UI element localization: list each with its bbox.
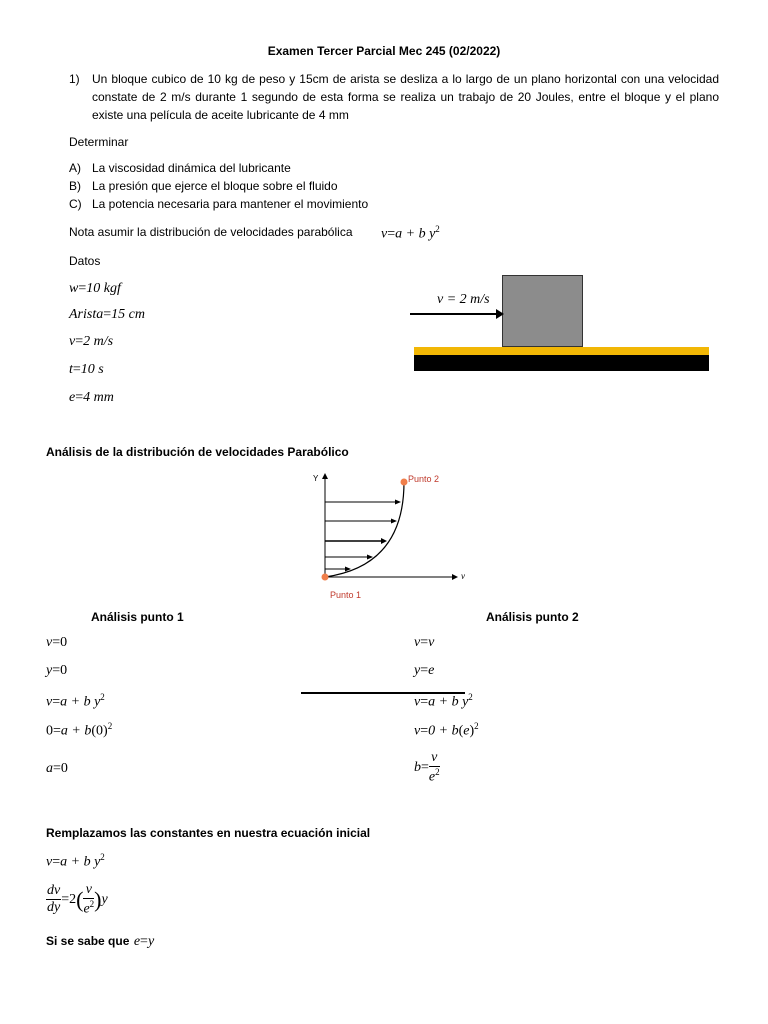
reemplazo-last-line: Si se sabe que e=y xyxy=(46,934,155,949)
velocity-parabola xyxy=(325,482,404,577)
item-text-a: La viscosidad dinámica del lubricante xyxy=(92,161,291,175)
analysis-heading: Análisis de la distribución de velocidades Parabólico xyxy=(46,445,349,459)
problem-statement: Un bloque cubico de 10 kg de peso y 15cm de arista se desliza a lo largo de un plano horizontal con una velocidad constate de 2 m/s durante 1 segundo de esta forma se realiza un trabajo de 20 Joules, entre el bloque y el plano existe una película de aceite lubricante de 4 mm xyxy=(92,72,719,122)
item-text-c: La potencia necesaria para mantener el movimiento xyxy=(92,197,369,211)
dato-v: v=2 m/s xyxy=(69,334,114,349)
reemplazo-heading: Remplazamos las constantes en nuestra ecuación inicial xyxy=(46,826,371,840)
point-2-marker xyxy=(401,479,408,486)
determinar-heading: Determinar xyxy=(69,135,129,149)
punto1-line4: $0=a + b(0)^2$ xyxy=(46,721,113,739)
punto2-line5: b= $\frac{v}{e^2}$ xyxy=(414,750,440,785)
y-axis-label: Y xyxy=(313,474,319,483)
point-2-label: Punto 2 xyxy=(408,474,440,484)
profile-arrowhead xyxy=(381,538,387,544)
punto2-line3: v=a + b $y^2$ xyxy=(414,692,473,710)
item-letter-b: B) xyxy=(69,179,81,193)
profile-arrowhead xyxy=(395,500,401,505)
reemplazo-eq1: v=a + b $y^2$ xyxy=(46,852,105,870)
item-letter-a: A) xyxy=(69,161,81,175)
item-text-b: La presión que ejerce el bloque sobre el fluido xyxy=(92,179,338,193)
page-title: Examen Tercer Parcial Mec 245 (02/2022) xyxy=(267,44,501,58)
dato-t: t=10 s xyxy=(69,362,104,377)
plane-surface xyxy=(414,355,709,371)
velocity-label: v = 2 m/s xyxy=(437,292,490,307)
punto1-line5: a=0 xyxy=(46,761,68,776)
punto1-heading: Análisis punto 1 xyxy=(91,610,184,624)
punto2-line1: v=v xyxy=(414,635,435,650)
nota-text: Nota asumir la distribución de velocidades parabólica xyxy=(69,225,353,239)
point-1-marker xyxy=(322,574,329,581)
nota-equation: v=a + b $y^2$ xyxy=(381,224,440,242)
punto1-line2: y=0 xyxy=(46,663,68,678)
oil-film xyxy=(414,347,709,355)
punto1-line1: v=0 xyxy=(46,635,68,650)
dato-e: e=4 mm xyxy=(69,390,114,405)
velocity-arrow xyxy=(410,308,506,320)
reemplazo-eq2: $\frac{dv}{dy}$ =2( $\frac{v}{e^2}$ )y xyxy=(47,882,108,917)
block xyxy=(502,275,583,347)
punto2-line2: y=e xyxy=(414,663,435,678)
x-axis-arrowhead xyxy=(452,574,458,580)
y-axis-arrowhead xyxy=(322,473,328,479)
datos-heading: Datos xyxy=(69,254,101,268)
x-axis-label: v xyxy=(461,571,465,581)
punto1-line3: v=a + b $y^2$ xyxy=(46,692,105,710)
dato-w: w=10 kgf xyxy=(69,281,121,296)
punto2-heading: Análisis punto 2 xyxy=(486,610,579,624)
point-1-label: Punto 1 xyxy=(330,590,362,600)
dato-arista: Arista=15 cm xyxy=(69,307,145,322)
item-letter-c: C) xyxy=(69,197,82,211)
profile-arrowhead xyxy=(391,519,397,524)
punto2-line4: $v=0 + b(e)^2$ xyxy=(414,721,479,739)
velocity-profile-diagram xyxy=(300,470,480,600)
problem-number: 1) xyxy=(69,72,80,86)
